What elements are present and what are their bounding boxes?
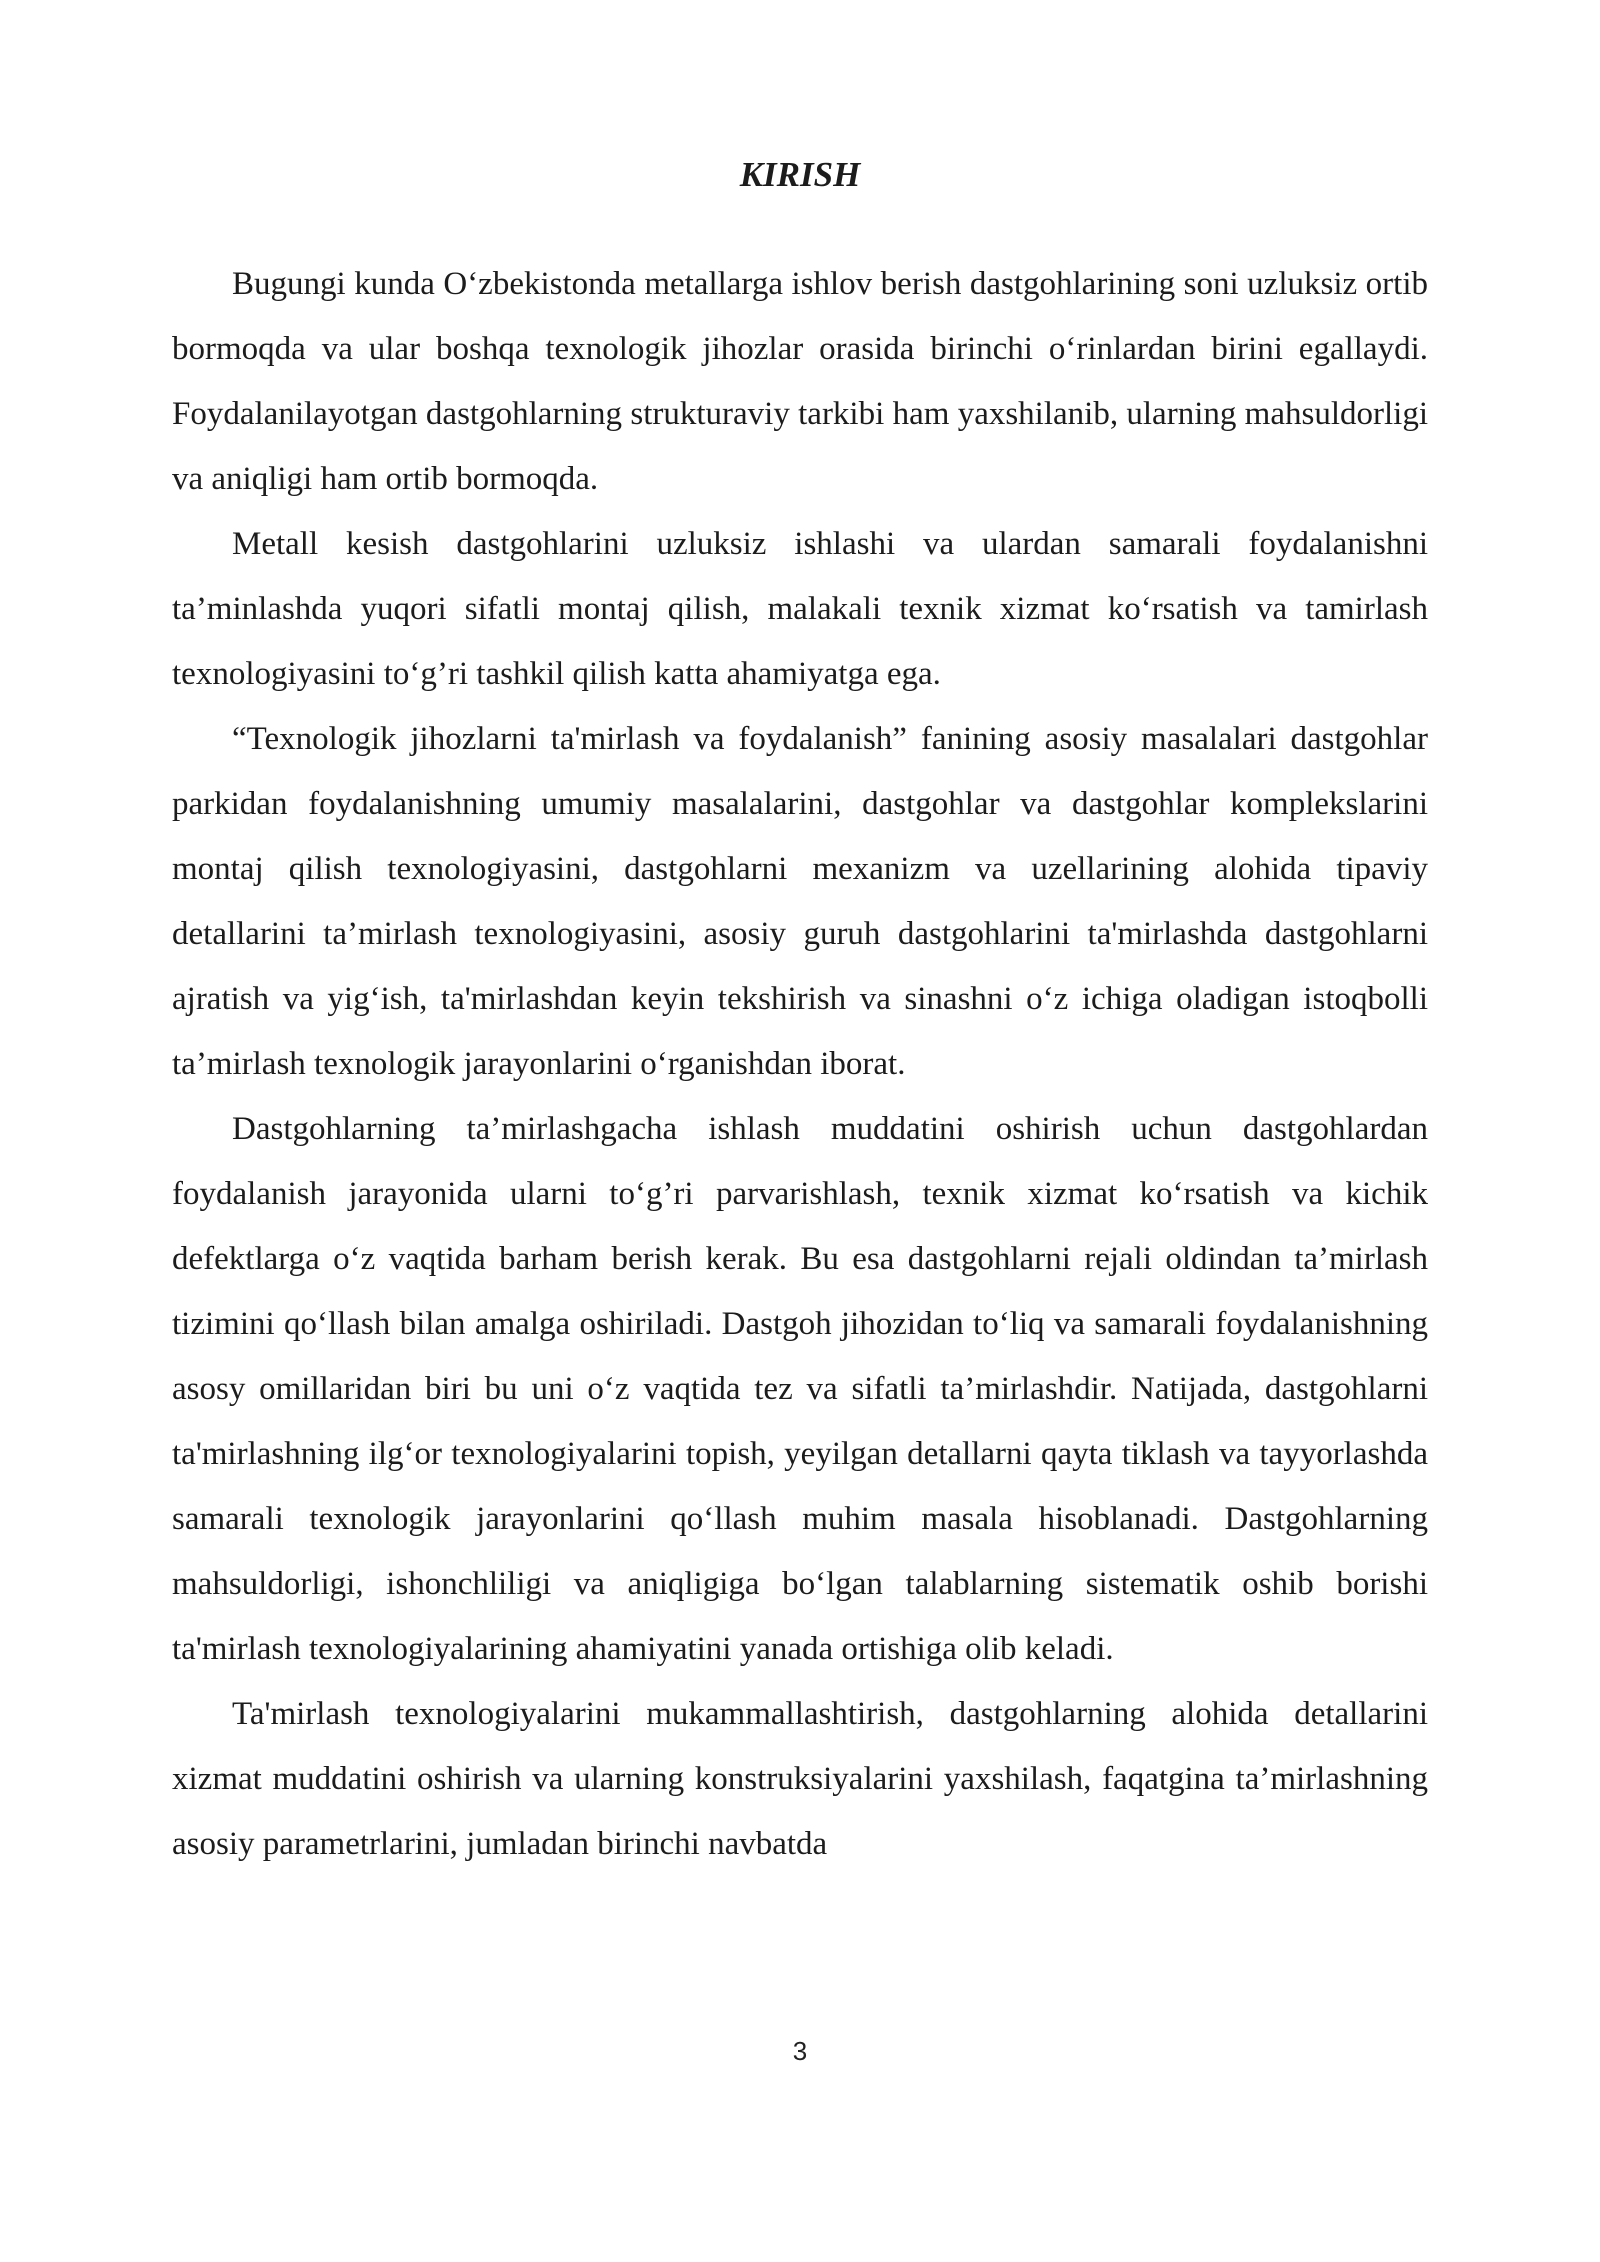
page-number: 3 (792, 2036, 808, 2066)
paragraph-1: Bugungi kunda O‘zbekistonda metallarga ishlov berish dastgohlarining soni uzluksiz ortib bormoqda va ular boshqa texnologik jihozlar orasida birinchi o‘rinlardan birini egallaydi. Foydalanilayotgan dastgohlarning strukturaviy tarkibi ham yaxshilanib, ularning mahsuldorligi va aniqligi ham ortib bormoqda. (172, 266, 1428, 497)
page-content (172, 150, 1428, 1877)
paragraph-4: Dastgohlarning ta’mirlashgacha ishlash muddatini oshirish uchun dastgohlardan foydalanish jarayonida ularni to‘g’ri parvarishlash, texnik xizmat ko‘rsatish va kichik defektlarga o‘z vaqtida barham berish kerak. Bu esa dastgohlarni rejali oldindan ta’mirlash tizimini qo‘llash bilan amalga oshiriladi. Dastgoh jihozidan to‘liq va samarali foydalanishning asosy omillaridan biri bu uni o‘z vaqtida tez va sifatli ta’mirlashdir. Natijada, dastgohlarni ta'mirlashning ilg‘or texnologiyalarini topish, yeyilgan detallarni qayta tiklash va tayyorlashda samarali texnologik jarayonlarini qo‘llash muhim masala hisoblanadi. Dastgohlarning mahsuldorligi, ishonchliligi va aniqligiga bo‘lgan talablarning sistematik oshib borishi ta'mirlash texnologiyalarining ahamiyatini yanada ortishiga olib keladi. (172, 1111, 1428, 1667)
page-title: KIRISH (739, 155, 861, 194)
paragraph-2: Metall kesish dastgohlarini uzluksiz ishlashi va ulardan samarali foydalanishni ta’minlashda yuqori sifatli montaj qilish, malakali texnik xizmat ko‘rsatish va tamirlash texnologiyasini to‘g’ri tashkil qilish katta ahamiyatga ega. (172, 526, 1428, 692)
paragraph-5: Ta'mirlash texnologiyalarini mukammallashtirish, dastgohlarning alohida detallarini xizmat muddatini oshirish va ularning konstruksiyalarini yaxshilash, faqatgina ta’mirlashning asosiy parametrlarini, jumladan birinchi navbatda (172, 1696, 1428, 1862)
paragraph-3: “Texnologik jihozlarni ta'mirlash va foydalanish” fanining asosiy masalalari dastgohlar parkidan foydalanishning umumiy masalalarini, dastgohlar va dastgohlar komplekslarini montaj qilish texnologiyasini, dastgohlarni mexanizm va uzellarining alohida tipaviy detallarini ta’mirlash texnologiyasini, asosiy guruh dastgohlarini ta'mirlashda dastgohlarni ajratish va yig‘ish, ta'mirlashdan keyin tekshirish va sinashni o‘z ichiga oladigan istoqbolli ta’mirlash texnologik jarayonlarini o‘rganishdan iborat. (172, 721, 1428, 1082)
